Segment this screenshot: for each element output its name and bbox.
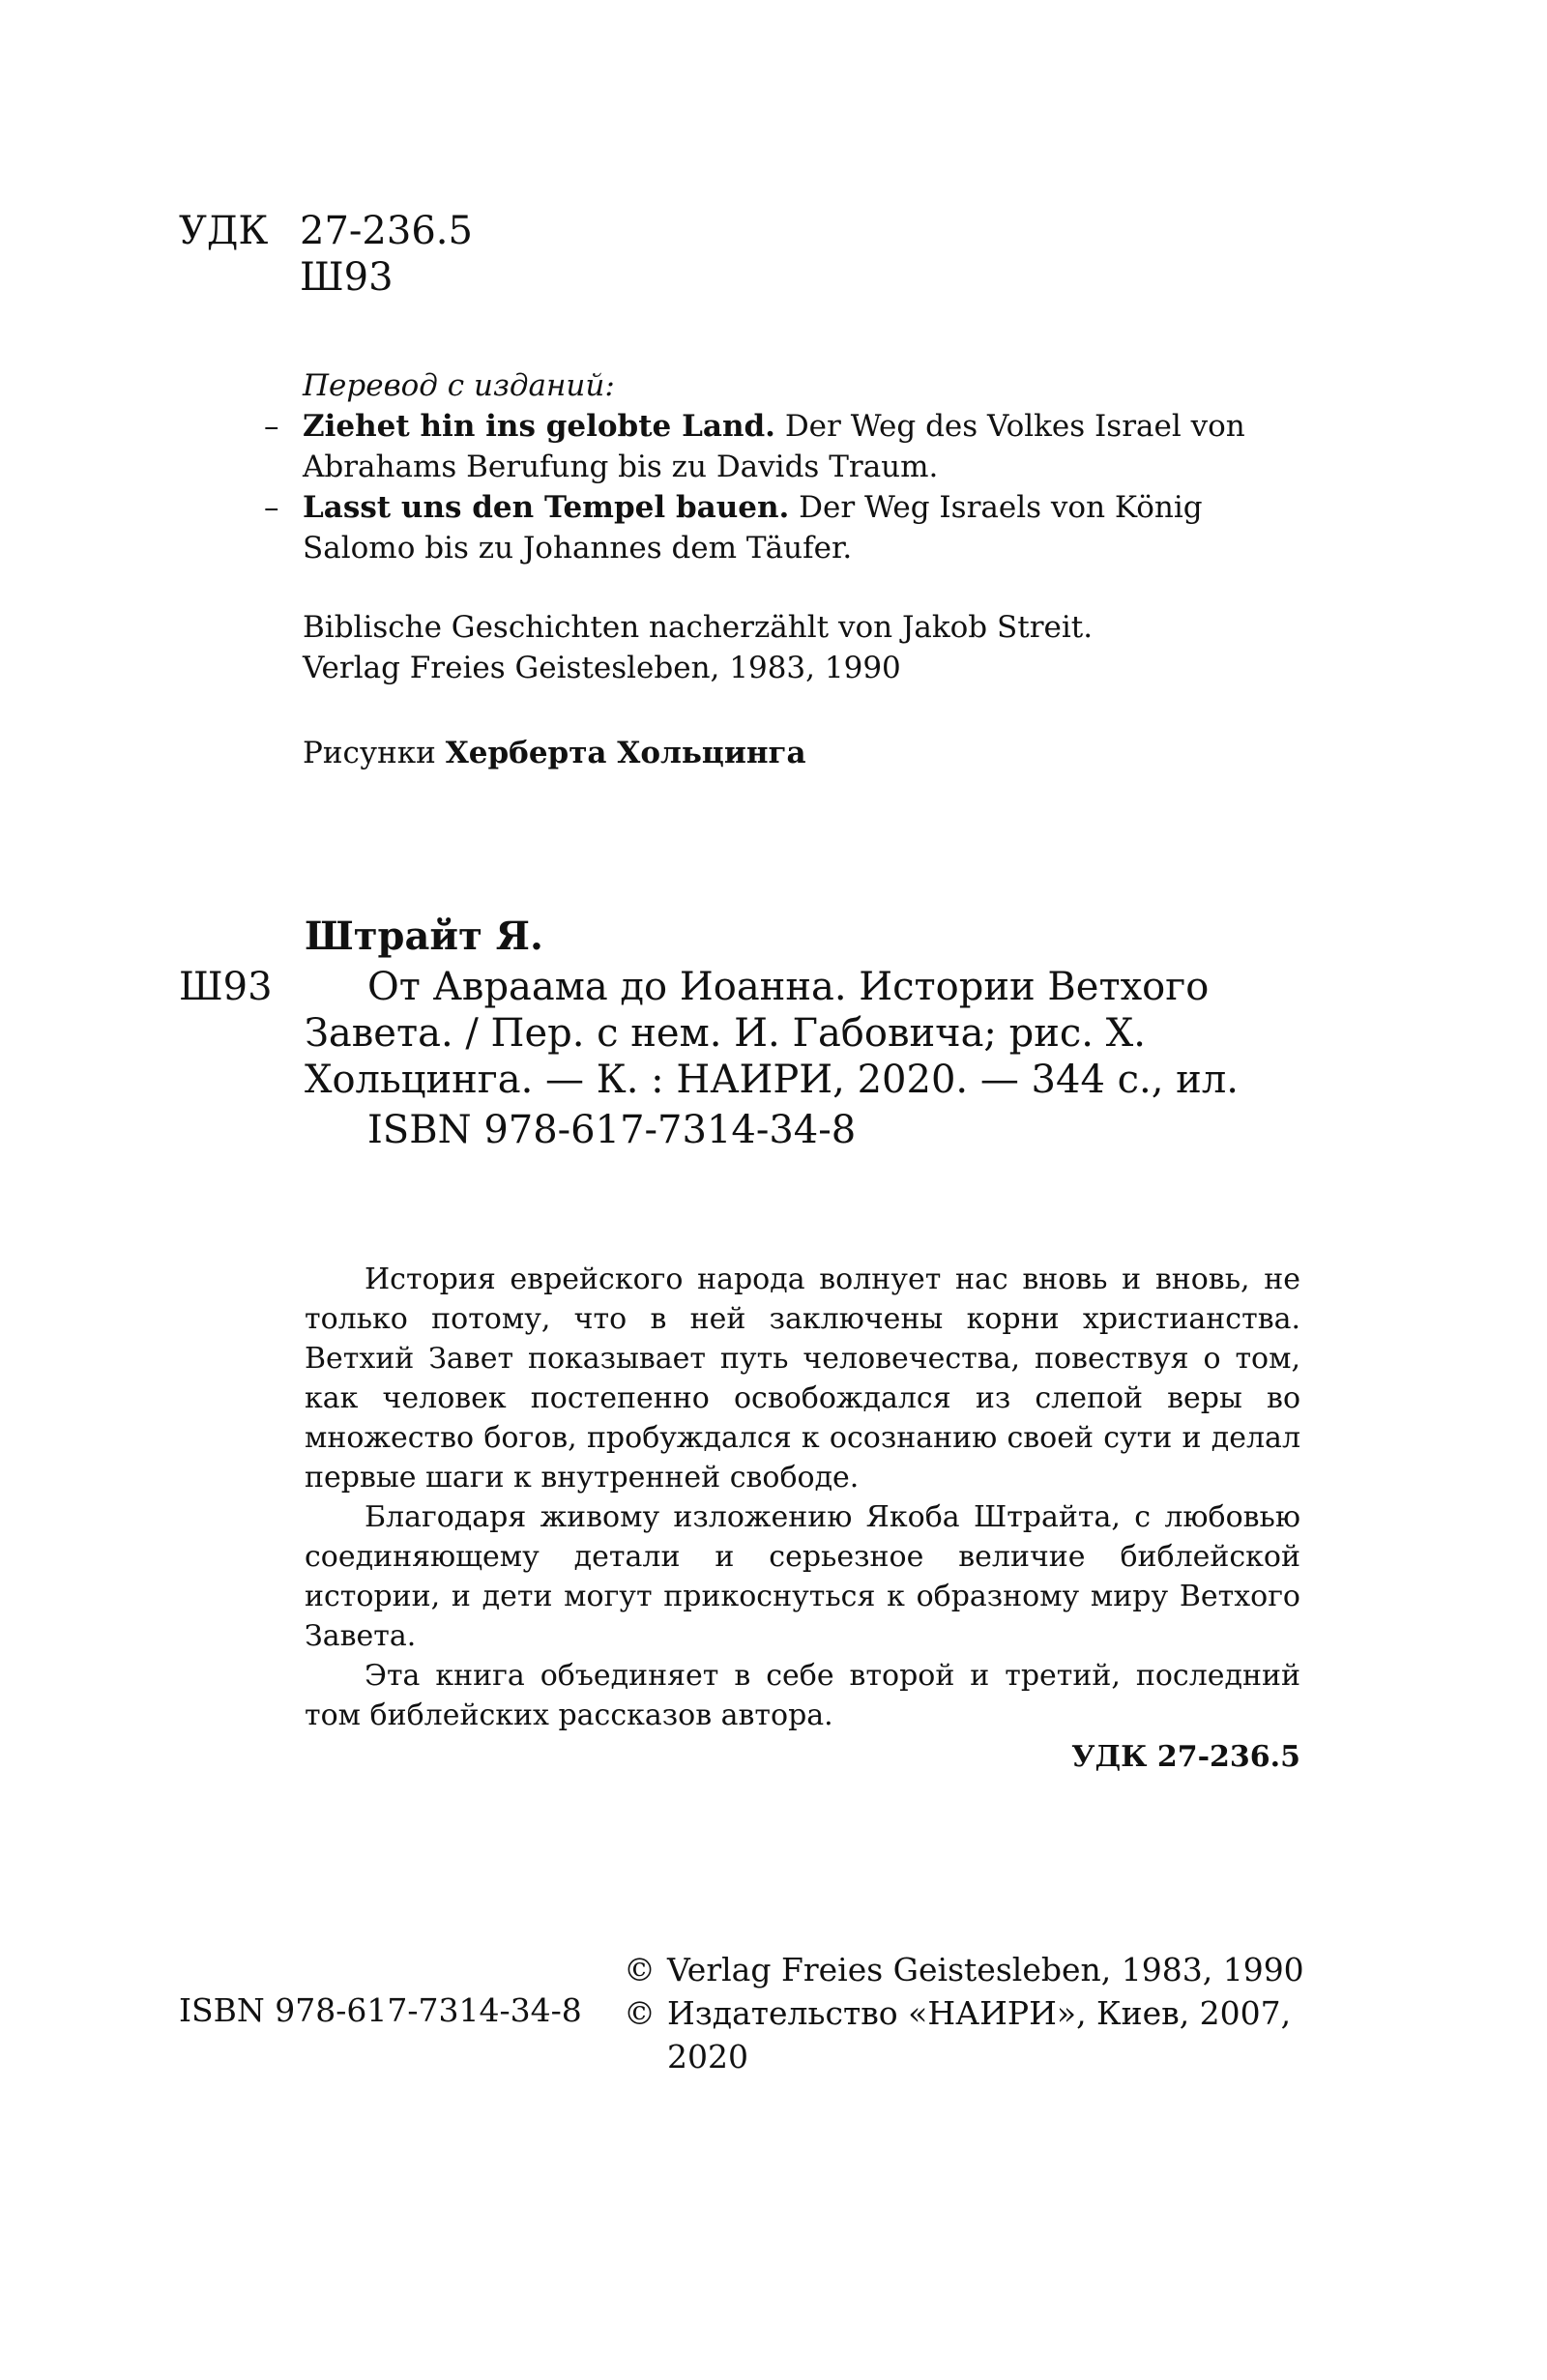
annotation-udk: УДК 27-236.5 [1071, 1740, 1300, 1774]
annotation-paragraph: Эта книга объединяет в себе второй и третий, последний том библейских рассказов автора. [305, 1659, 1300, 1732]
bibliographic-record [179, 914, 1339, 1153]
author-mark: Ш93 [300, 255, 394, 300]
source-edition-title: Ziehet hin ins gelobte Land. [303, 409, 775, 444]
copyright-line [624, 1948, 1339, 1991]
source-line: Biblische Geschichten nacherzählt von Jakob Streit. [303, 610, 1094, 645]
udk-code: 27-236.5 [300, 209, 473, 253]
illustrator-name: Херберта Хольцинга [445, 736, 806, 770]
udk-header-block [179, 208, 473, 301]
annotation-paragraph: Благодаря живому изложению Якоба Штрайта, с любовью соединяющему детали и серьезное величие библейской истории, и дети могут прикоснуться к образному миру Ветхого Завета. [305, 1500, 1300, 1653]
annotation-paragraph: История еврейского народа волнует нас вновь и вновь, не только потому, что в ней заключены корни христианства. Ветхий Завет показывает путь человечества, повествуя о том, как человек постепенно освобождался из слепой веры во множество богов, пробуждался к осознанию своей сути и делал первые шаги к внутренней свободе. [305, 1263, 1300, 1495]
source-edition-item [264, 406, 1308, 487]
copyright-text: Издательство «НАИРИ», Киев, 2007, 2020 [667, 1994, 1292, 2075]
original-source [303, 607, 1308, 688]
dash-marker: – [264, 409, 279, 444]
record-isbn: ISBN 978-617-7314-34-8 [367, 1108, 857, 1152]
record-author-mark: Ш93 [179, 965, 273, 1009]
translation-heading: Перевод с изданий: [303, 368, 615, 403]
udk-label: УДК [179, 209, 269, 253]
copyright-text: Verlag Freies Geistesleben, 1983, 1990 [667, 1951, 1304, 1988]
translation-info [264, 365, 1308, 773]
footer-isbn: ISBN 978-617-7314-34-8 [179, 1991, 582, 2029]
illustrations-prefix: Рисунки [303, 736, 446, 770]
source-edition-title: Lasst uns den Tempel bauen. [303, 490, 790, 525]
annotation [305, 1260, 1300, 1777]
copyright-block [624, 1948, 1339, 2078]
copyright-line [624, 1991, 1339, 2078]
source-edition-text: Der Weg Israels von König Salomo bis zu Johannes dem Täufer. [303, 490, 1203, 566]
source-line: Verlag Freies Geistesleben, 1983, 1990 [303, 651, 901, 685]
source-edition-text: Der Weg des Volkes Israel von Abrahams Berufung bis zu Davids Traum. [303, 409, 1245, 484]
illustrations-credit [303, 733, 1308, 773]
record-description: От Авраама до Иоанна. Истории Ветхого Завета. / Пер. с нем. И. Габовича; рис. Х. Хольцинга. — К. : НАИРИ, 2020. — 344 с., ил. [305, 965, 1239, 1102]
copyright-icon: © [624, 1951, 656, 1988]
dash-marker: – [264, 490, 279, 525]
copyright-icon: © [624, 1994, 656, 2032]
udk-line [179, 208, 473, 254]
source-edition-item [264, 487, 1308, 568]
record-author: Штрайт Я. [305, 914, 543, 959]
